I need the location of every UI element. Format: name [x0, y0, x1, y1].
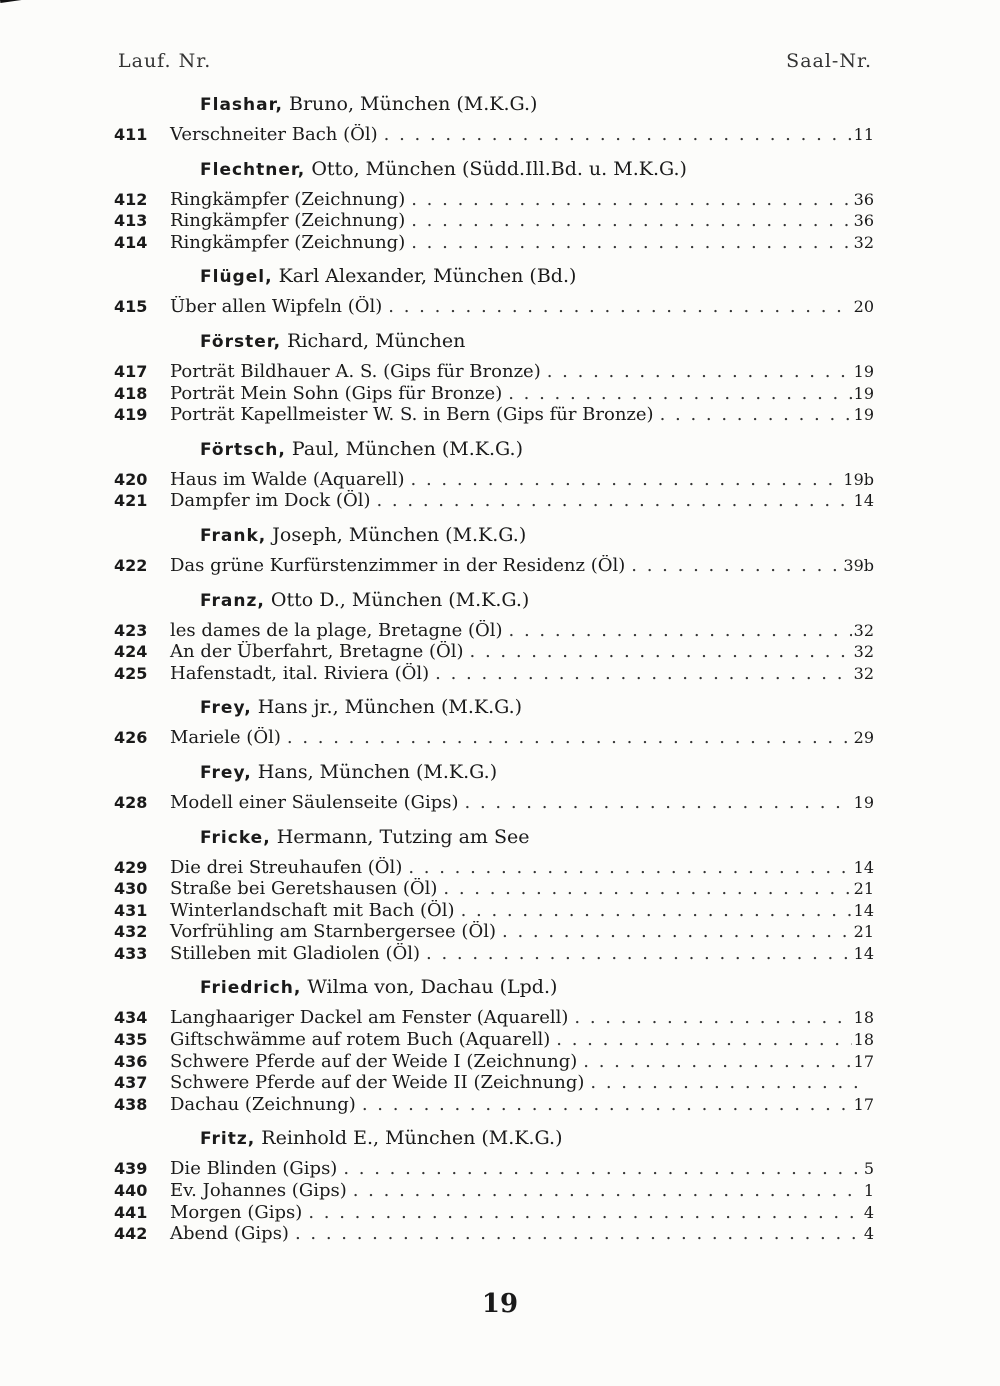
- artist-heading: [114, 1124, 874, 1153]
- room-number: 39b: [843, 555, 874, 575]
- work-title: Über allen Wipfeln (Öl): [170, 296, 383, 318]
- room-number: 19: [853, 792, 874, 812]
- work-number: 430: [114, 879, 148, 899]
- work-number: 411: [114, 125, 148, 144]
- column-header: [118, 50, 872, 72]
- artist-name: Frank,: [200, 525, 267, 546]
- work-entry: [114, 189, 874, 211]
- artist-detail: Karl Alexander, München (Bd.): [278, 265, 577, 288]
- work-entry: [114, 1029, 874, 1051]
- artist-name: Frey,: [200, 762, 252, 783]
- artist-name: Förster,: [200, 331, 282, 352]
- work-title: Vorfrühling am Starnbergersee (Öl): [170, 921, 496, 943]
- dot-leader: [281, 727, 852, 749]
- scan-corner-mark: [0, 0, 46, 3]
- work-entry: [114, 383, 874, 405]
- room-number: 32: [853, 663, 874, 683]
- work-number: 417: [114, 361, 148, 381]
- artist-detail: Hans jr., München (M.K.G.): [257, 696, 523, 719]
- work-entry: [114, 361, 874, 383]
- work-title: Straße bei Geretshausen (Öl): [170, 878, 438, 900]
- work-entry: [114, 1094, 874, 1116]
- work-entry: [114, 921, 874, 943]
- artist-heading: [114, 973, 874, 1002]
- room-number: 17: [853, 1094, 874, 1114]
- work-title: Hafenstadt, ital. Riviera (Öl): [170, 662, 430, 684]
- work-number: 433: [114, 943, 148, 963]
- work-title: les dames de la plage, Bretagne (Öl): [170, 619, 503, 641]
- dot-leader: [302, 1202, 858, 1224]
- room-number: 17: [853, 1051, 874, 1071]
- work-entry: [114, 1202, 874, 1224]
- work-entry: [114, 641, 874, 663]
- room-number: 19: [853, 361, 874, 381]
- room-number: 21: [853, 879, 874, 899]
- room-number: 5: [863, 1159, 874, 1179]
- work-entry: [114, 469, 874, 491]
- dot-leader: [502, 383, 851, 405]
- dot-leader: [464, 641, 852, 663]
- work-title: Ringkämpfer (Zeichnung): [170, 231, 406, 253]
- artist-heading: [114, 435, 874, 464]
- work-entry: [114, 943, 874, 965]
- dot-leader: [405, 210, 851, 232]
- work-number: 412: [114, 189, 148, 209]
- room-number: 21: [853, 922, 874, 942]
- artist-detail: Joseph, München (M.K.G.): [272, 523, 527, 546]
- work-title: Modell einer Säulenseite (Gips): [170, 791, 459, 813]
- work-entry: [114, 857, 874, 879]
- work-number: 418: [114, 383, 148, 403]
- work-entry: [114, 490, 874, 512]
- work-number: 436: [114, 1051, 148, 1071]
- artist-detail: Hermann, Tutzing am See: [276, 825, 530, 848]
- work-title: Morgen (Gips): [170, 1201, 303, 1223]
- artist-detail: Reinhold E., München (M.K.G.): [261, 1127, 563, 1150]
- artist-heading: [114, 521, 874, 550]
- work-title: An der Überfahrt, Bretagne (Öl): [170, 641, 464, 663]
- work-title: Haus im Walde (Aquarell): [170, 468, 405, 490]
- artist-name: Fricke,: [200, 827, 271, 848]
- work-number: 420: [114, 469, 148, 489]
- work-title: Abend (Gips): [170, 1223, 289, 1245]
- work-entry: [114, 1051, 874, 1073]
- work-entry: [114, 1158, 874, 1180]
- artist-detail: Wilma von, Dachau (Lpd.): [307, 976, 558, 999]
- artist-heading: [114, 327, 874, 356]
- catalog-entries: [114, 90, 874, 1245]
- dot-leader: [382, 296, 851, 318]
- work-title: Das grüne Kurfürstenzimmer in der Residenz (Öl): [170, 554, 626, 576]
- work-title: Dampfer im Dock (Öl): [170, 490, 371, 512]
- work-title: Porträt Kapellmeister W. S. in Bern (Gips für Bronze): [170, 404, 654, 426]
- work-number: 429: [114, 857, 148, 877]
- work-number: 428: [114, 792, 148, 812]
- artist-heading: [114, 758, 874, 787]
- dot-leader: [496, 921, 852, 943]
- work-title: Ringkämpfer (Zeichnung): [170, 210, 406, 232]
- dot-leader: [405, 469, 842, 491]
- artist-name: Förtsch,: [200, 439, 286, 460]
- work-title: Winterlandschaft mit Bach (Öl): [170, 899, 455, 921]
- work-number: 435: [114, 1030, 148, 1050]
- room-number: 32: [853, 232, 874, 252]
- work-title: Stilleben mit Gladiolen (Öl): [170, 942, 421, 964]
- dot-leader: [437, 878, 851, 900]
- dot-leader: [356, 1094, 852, 1116]
- room-number: 14: [853, 491, 874, 511]
- room-number: 4: [863, 1202, 874, 1222]
- artist-heading: [114, 586, 874, 615]
- work-number: 440: [114, 1181, 148, 1201]
- artist-detail: Paul, München (M.K.G.): [291, 437, 523, 460]
- work-number: 432: [114, 922, 148, 942]
- artist-detail: Hans, München (M.K.G.): [257, 760, 498, 783]
- room-number: 32: [853, 642, 874, 662]
- work-number: 422: [114, 555, 148, 575]
- work-number: 421: [114, 491, 148, 511]
- dot-leader: [405, 232, 851, 254]
- work-number: 434: [114, 1008, 148, 1028]
- artist-heading: [114, 693, 874, 722]
- dot-leader: [347, 1180, 858, 1202]
- room-number: 19b: [843, 469, 874, 489]
- work-entry: [114, 1180, 874, 1202]
- dot-leader: [654, 404, 852, 426]
- work-title: Porträt Bildhauer A. S. (Gips für Bronze): [170, 360, 541, 382]
- work-title: Giftschwämme auf rotem Buch (Aquarell): [170, 1029, 551, 1051]
- work-number: 438: [114, 1094, 148, 1114]
- work-title: Langhaariger Dackel am Fenster (Aquarell): [170, 1007, 569, 1029]
- artist-heading: [114, 155, 874, 184]
- artist-name: Franz,: [200, 590, 265, 611]
- artist-heading: [114, 823, 874, 852]
- work-entry: [114, 232, 874, 254]
- artist-name: Fritz,: [200, 1129, 256, 1150]
- work-number: 419: [114, 405, 148, 425]
- work-number: 415: [114, 297, 148, 317]
- work-number: 423: [114, 620, 148, 640]
- work-entry: [114, 620, 874, 642]
- artist-name: Friedrich,: [200, 978, 302, 999]
- dot-leader: [402, 857, 851, 879]
- work-entry: [114, 210, 874, 232]
- artist-name: Frey,: [200, 698, 252, 719]
- dot-leader: [625, 555, 841, 577]
- dot-leader: [455, 900, 852, 922]
- artist-detail: Otto D., München (M.K.G.): [270, 588, 530, 611]
- dot-leader: [370, 490, 851, 512]
- work-number: 431: [114, 900, 148, 920]
- artist-name: Flügel,: [200, 267, 273, 288]
- work-title: Die drei Streuhaufen (Öl): [170, 856, 403, 878]
- artist-name: Flechtner,: [200, 159, 306, 180]
- work-entry: [114, 124, 874, 146]
- work-title: Die Blinden (Gips): [170, 1158, 338, 1180]
- page-number: 19: [481, 1289, 519, 1319]
- room-number: 18: [853, 1030, 874, 1050]
- room-number: 19: [853, 405, 874, 425]
- room-number: 14: [853, 900, 874, 920]
- work-number: 442: [114, 1224, 148, 1244]
- work-number: 425: [114, 663, 148, 683]
- dot-leader: [568, 1007, 851, 1029]
- dot-leader: [503, 620, 852, 642]
- work-title: Verschneiter Bach (Öl): [170, 124, 378, 145]
- room-number: 14: [853, 943, 874, 963]
- work-entry: [114, 727, 874, 749]
- work-title: Ev. Johannes (Gips): [170, 1180, 347, 1202]
- dot-leader: [550, 1029, 851, 1051]
- room-number: 32: [853, 620, 874, 640]
- work-entry: [114, 1072, 874, 1094]
- work-entry: [114, 900, 874, 922]
- work-title: Mariele (Öl): [170, 727, 281, 749]
- work-entry: [114, 404, 874, 426]
- dot-leader: [405, 189, 851, 211]
- work-title: Dachau (Zeichnung): [170, 1093, 356, 1115]
- dot-leader: [429, 663, 851, 685]
- room-number: 4: [863, 1224, 874, 1244]
- work-entry: [114, 555, 874, 577]
- room-number: 20: [853, 297, 874, 317]
- artist-name: Flashar,: [200, 95, 283, 115]
- room-number: 36: [853, 211, 874, 231]
- artist-detail: Bruno, München (M.K.G.): [289, 93, 538, 115]
- work-title: Ringkämpfer (Zeichnung): [170, 188, 406, 210]
- artist-detail: Richard, München: [287, 329, 466, 352]
- header-lauf-nr: Lauf. Nr.: [118, 50, 212, 72]
- room-number: 19: [853, 383, 874, 403]
- work-title: Schwere Pferde auf der Weide II (Zeichnung): [170, 1072, 585, 1094]
- room-number: 14: [853, 857, 874, 877]
- artist-heading: [114, 262, 874, 291]
- work-entry: [114, 878, 874, 900]
- dot-leader: [584, 1072, 858, 1094]
- dot-leader: [459, 792, 852, 814]
- room-number: 29: [853, 728, 874, 748]
- work-entry: [114, 296, 874, 318]
- work-entry: [114, 792, 874, 814]
- work-number: 424: [114, 642, 148, 662]
- room-number: 18: [853, 1008, 874, 1028]
- work-number: 441: [114, 1202, 148, 1222]
- artist-detail: Otto, München (Südd.Ill.Bd. u. M.K.G.): [311, 157, 687, 180]
- work-entry: [114, 1007, 874, 1029]
- artist-heading: [114, 90, 874, 119]
- dot-leader: [378, 124, 852, 146]
- work-number: 439: [114, 1159, 148, 1179]
- work-title: Schwere Pferde auf der Weide I (Zeichnung): [170, 1050, 578, 1072]
- dot-leader: [289, 1223, 858, 1245]
- header-saal-nr: Saal-Nr.: [786, 50, 872, 72]
- work-number: 426: [114, 728, 148, 748]
- dot-leader: [541, 361, 852, 383]
- work-number: 414: [114, 232, 148, 252]
- work-number: 413: [114, 211, 148, 231]
- dot-leader: [577, 1051, 851, 1073]
- work-entry: [114, 663, 874, 685]
- dot-leader: [420, 943, 852, 965]
- room-number: 36: [853, 189, 874, 209]
- room-number: 11: [853, 125, 874, 144]
- work-entry: [114, 1223, 874, 1245]
- work-number: 437: [114, 1073, 148, 1093]
- dot-leader: [337, 1158, 858, 1180]
- work-title: Porträt Mein Sohn (Gips für Bronze): [170, 382, 503, 404]
- room-number: 1: [863, 1181, 874, 1201]
